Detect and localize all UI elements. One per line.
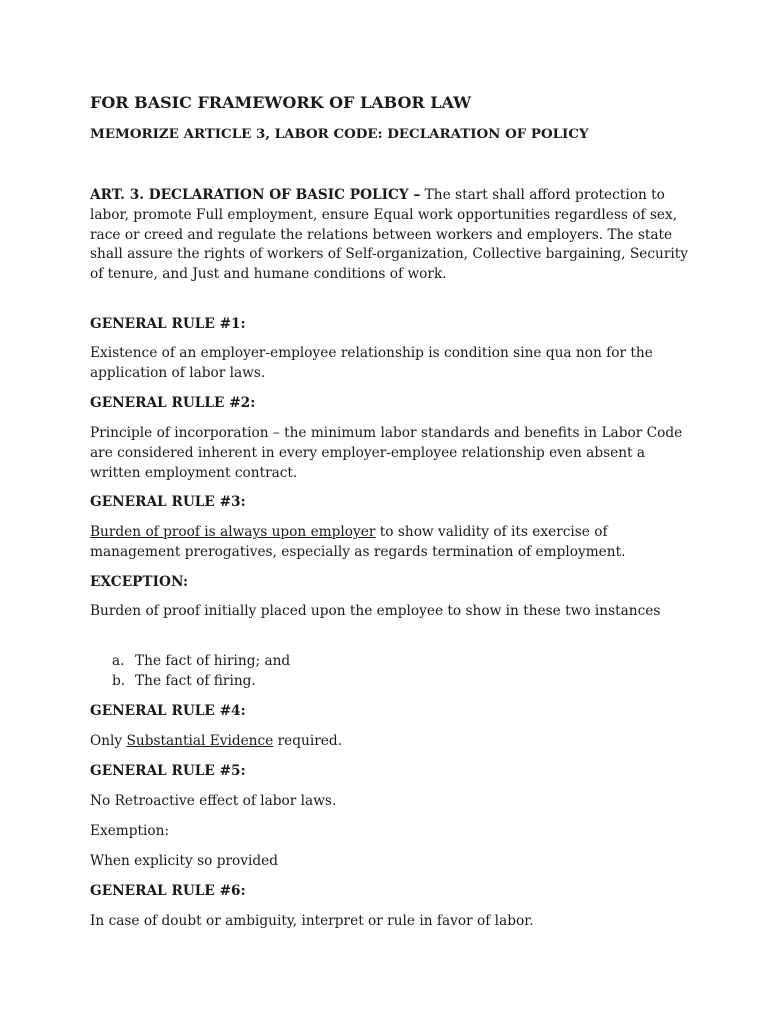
rule-1-heading: GENERAL RULE #1: [90, 316, 246, 332]
rule-4-paragraph [90, 732, 690, 752]
exemption-label: Exemption: [90, 823, 170, 839]
rule-5-body: No Retroactive effect of labor laws. [90, 793, 337, 809]
rule-2-heading: GENERAL RULLE #2: [90, 395, 256, 411]
list-item [90, 652, 690, 672]
rule-5-heading: GENERAL RULE #5: [90, 763, 246, 779]
rule-4-suffix: required. [273, 733, 342, 749]
rule-6-heading: GENERAL RULE #6: [90, 883, 246, 899]
rule-1-body: Existence of an employer-employee relationship is condition sine qua non for the application of labor laws. [90, 345, 653, 381]
rule-4-prefix: Only [90, 733, 127, 749]
rule-3-body: to show validity of its exercise of management prerogatives, especially as regards termination of employment. [90, 524, 626, 560]
rule-4-underlined-text: Substantial Evidence [126, 733, 274, 749]
list-marker: b. [112, 672, 126, 689]
exception-list [90, 652, 690, 692]
rule-3-underlined-text: Burden of proof is always upon employer [90, 524, 376, 540]
exemption-body: When explicity so provided [90, 853, 279, 869]
article-3-body: The start shall afford protection to labor, promote Full employment, ensure Equal work opportunities regardless of sex, race or creed and regulate the relations between workers and employers. The state shall assure the rights of workers of Self-organization, Collective bargaining, Security of tenure, and Just and humane conditions of work. [90, 187, 688, 283]
document-subtitle: MEMORIZE ARTICLE 3, LABOR CODE: DECLARATION OF POLICY [90, 126, 589, 142]
article-3-heading: ART. 3. DECLARATION OF BASIC POLICY – [90, 187, 421, 203]
rule-2-body: Principle of incorporation – the minimum labor standards and benefits in Labor Code are considered inherent in every employer-employee relationship even absent a written employment contract. [90, 425, 683, 481]
list-item [90, 672, 690, 692]
exception-heading: EXCEPTION: [90, 574, 189, 590]
document-title: FOR BASIC FRAMEWORK OF LABOR LAW [90, 93, 472, 112]
rule-4-heading: GENERAL RULE #4: [90, 703, 246, 719]
article-3-paragraph [90, 186, 690, 285]
list-marker: a. [112, 653, 125, 669]
rule-3-heading: GENERAL RULE #3: [90, 494, 246, 510]
rule-3-paragraph [90, 523, 690, 563]
rule-6-body: In case of doubt or ambiguity, interpret or rule in favor of labor. [90, 913, 534, 929]
exception-body: Burden of proof initially placed upon the employee to show in these two instances [90, 603, 661, 619]
list-item-text: The fact of hiring; and [135, 653, 291, 669]
list-item-text: The fact of firing. [135, 672, 256, 689]
